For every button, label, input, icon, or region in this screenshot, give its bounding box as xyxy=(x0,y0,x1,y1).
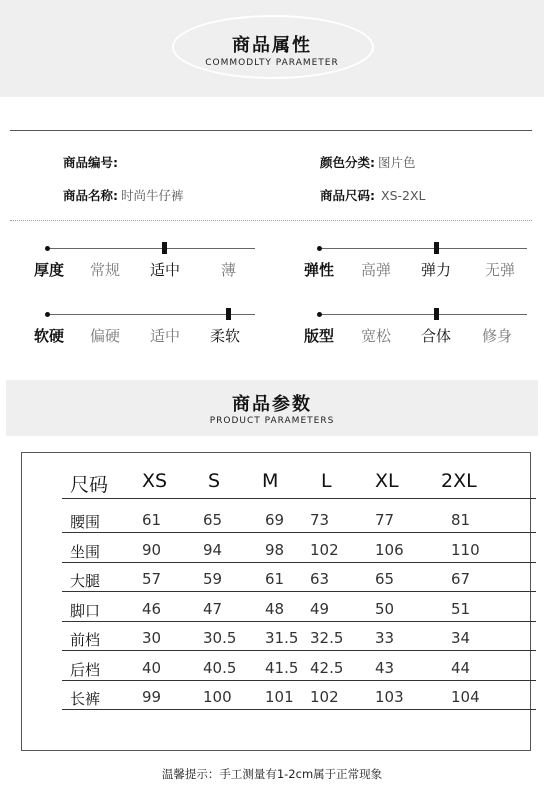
scale-option: 常规 xyxy=(90,261,121,279)
column-header: XS xyxy=(142,470,168,492)
scale-option: 高弹 xyxy=(361,261,392,279)
table-cell: 65 xyxy=(203,511,223,529)
row-label: 长裤 xyxy=(70,690,101,708)
scale-marker xyxy=(162,242,167,254)
scale-label: 弹性 xyxy=(304,261,335,279)
info-divider xyxy=(10,220,532,221)
table-cell: 69 xyxy=(265,511,285,529)
table-cell: 110 xyxy=(451,540,480,559)
table-cell: 63 xyxy=(310,570,330,588)
table-rule xyxy=(62,709,536,710)
table-cell: 99 xyxy=(142,688,162,706)
scale-start-dot xyxy=(45,312,50,317)
table-cell: 32.5 xyxy=(310,629,344,647)
color-row xyxy=(320,153,416,171)
table-rule xyxy=(62,591,536,592)
item-number-row xyxy=(63,153,124,171)
table-cell: 61 xyxy=(142,511,162,529)
table-cell: 101 xyxy=(265,688,294,706)
attributes-title: 商品属性 xyxy=(232,35,312,56)
table-cell: 57 xyxy=(142,570,162,588)
table-rule xyxy=(62,532,536,533)
scale-option-selected: 弹力 xyxy=(421,261,452,279)
scale-track xyxy=(320,314,527,315)
size-table xyxy=(21,452,531,751)
table-cell: 103 xyxy=(375,688,404,706)
scale-label: 版型 xyxy=(304,327,335,345)
table-cell: 94 xyxy=(203,540,223,559)
item-number-label: 商品编号: xyxy=(63,155,118,170)
table-cell: 34 xyxy=(451,629,471,647)
table-cell: 102 xyxy=(310,688,339,706)
color-label: 颜色分类: xyxy=(320,155,375,170)
table-cell: 100 xyxy=(203,688,232,706)
scale-start-dot xyxy=(317,312,322,317)
table-cell: 51 xyxy=(451,599,471,618)
table-cell: 48 xyxy=(265,599,285,618)
table-rule xyxy=(62,621,536,622)
table-cell: 30.5 xyxy=(203,629,237,647)
column-header: S xyxy=(208,470,221,492)
parameters-subtitle: PRODUCT PARAMETERS xyxy=(209,416,335,426)
scale-option: 偏硬 xyxy=(90,327,121,345)
table-cell: 106 xyxy=(375,540,404,559)
table-cell: 98 xyxy=(265,540,285,559)
table-cell: 102 xyxy=(310,540,339,559)
table-rule xyxy=(62,562,536,563)
table-cell: 73 xyxy=(310,511,330,529)
table-cell: 40.5 xyxy=(203,658,237,677)
table-cell: 61 xyxy=(265,570,285,588)
row-label: 大腿 xyxy=(70,572,101,590)
item-name-row xyxy=(63,186,184,204)
attributes-subtitle: COMMODLTY PARAMETER xyxy=(205,58,339,68)
scale-start-dot xyxy=(317,246,322,251)
table-cell: 67 xyxy=(451,570,471,588)
scale-option: 无弹 xyxy=(485,261,516,279)
table-cell: 44 xyxy=(451,658,471,677)
scale-option: 适中 xyxy=(150,327,181,345)
table-cell: 50 xyxy=(375,599,395,618)
table-rule xyxy=(62,650,536,651)
table-cell: 30 xyxy=(142,629,162,647)
row-label: 腰围 xyxy=(70,513,101,531)
scale-marker xyxy=(434,242,439,254)
table-cell: 65 xyxy=(375,570,395,588)
column-header: M xyxy=(262,470,279,492)
row-label: 后档 xyxy=(70,660,101,679)
size-range-label: 商品尺码: xyxy=(320,188,375,203)
scale-track xyxy=(47,248,255,249)
scale-label: 厚度 xyxy=(34,261,65,279)
scale-option: 宽松 xyxy=(361,327,392,345)
table-cell: 77 xyxy=(375,511,395,529)
table-cell: 43 xyxy=(375,658,395,677)
table-cell: 81 xyxy=(451,511,471,529)
item-name-label: 商品名称: xyxy=(63,188,118,203)
scale-option-selected: 柔软 xyxy=(210,327,241,345)
scale-option-selected: 适中 xyxy=(150,261,181,279)
section-divider xyxy=(10,130,532,131)
table-rule xyxy=(62,680,536,681)
row-label: 前档 xyxy=(70,631,101,649)
measurement-note: 温馨提示：手工测量有1-2cm属于正常现象 xyxy=(161,767,383,781)
scale-marker xyxy=(434,308,439,320)
row-label: 脚口 xyxy=(70,601,101,620)
row-label: 坐围 xyxy=(70,542,101,561)
table-cell: 59 xyxy=(203,570,223,588)
table-cell: 31.5 xyxy=(265,629,299,647)
scale-track xyxy=(47,314,255,315)
scale-start-dot xyxy=(45,246,50,251)
color-value: 图片色 xyxy=(378,155,416,170)
table-rule xyxy=(62,498,536,499)
column-header: 2XL xyxy=(441,470,477,492)
table-cell: 49 xyxy=(310,599,330,618)
table-cell: 90 xyxy=(142,540,162,559)
column-header: 尺码 xyxy=(70,474,109,496)
table-cell: 33 xyxy=(375,629,395,647)
parameters-title: 商品参数 xyxy=(232,394,312,415)
scale-label: 软硬 xyxy=(34,327,65,345)
table-cell: 42.5 xyxy=(310,658,344,677)
scale-option: 薄 xyxy=(221,261,237,279)
size-range-value: XS-2XL xyxy=(381,188,426,203)
scale-option: 修身 xyxy=(482,327,513,345)
table-cell: 40 xyxy=(142,658,162,677)
table-cell: 46 xyxy=(142,599,162,618)
scale-track xyxy=(320,248,527,249)
item-name-value: 时尚牛仔裤 xyxy=(121,188,184,203)
table-cell: 104 xyxy=(451,688,480,706)
column-header: L xyxy=(321,470,332,492)
table-cell: 41.5 xyxy=(265,658,299,677)
scale-marker xyxy=(226,308,231,320)
table-cell: 47 xyxy=(203,599,223,618)
column-header: XL xyxy=(375,470,399,492)
scale-option-selected: 合体 xyxy=(421,327,452,345)
size-range-row xyxy=(320,186,426,204)
